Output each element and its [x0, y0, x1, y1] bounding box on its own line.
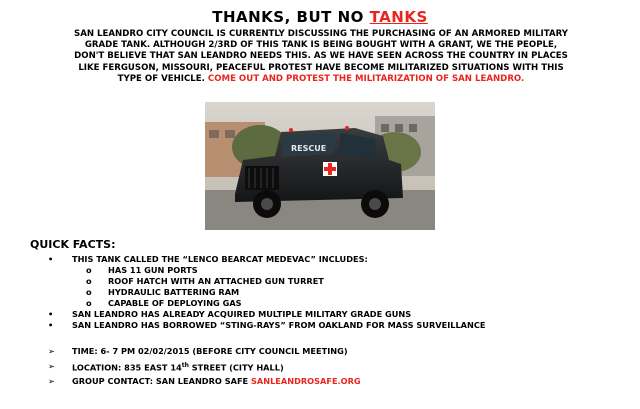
location-sup: th: [181, 362, 189, 369]
sub-bullet-glyph: o: [86, 276, 92, 286]
event-contact-text: [72, 376, 361, 386]
protest-call-to-action: COME OUT AND PROTEST THE MILITARIZATION OF SAN LEANDRO.: [207, 73, 525, 84]
location-post: STREET (CITY HALL): [188, 362, 284, 373]
event-time-text: TIME: 6- 7 PM 02/02/2015 (BEFORE CITY COUNCIL MEETING): [72, 346, 348, 356]
intro-line: GRADE TANK. ALTHOUGH 2/3RD OF THIS TANK IS BEING BOUGHT WITH A GRANT, WE THE PEOPLE,: [84, 40, 558, 51]
fact-text: ROOF HATCH WITH AN ATTACHED GUN TURRET: [108, 276, 324, 286]
intro-line: LIKE FERGUSON, MISSOURI, PEACEFUL PROTEST HAVE BECOME MILITARIZED SITUATIONS WITH THIS: [78, 62, 564, 73]
intro-line: [50, 74, 592, 85]
intro-paragraph: [50, 29, 592, 85]
fact-text: SAN LEANDRO HAS BORROWED “STING-RAYS” FROM OAKLAND FOR MASS SURVEILLANCE: [72, 320, 486, 330]
armored-vehicle-photo: [205, 102, 435, 230]
sub-bullet-glyph: o: [86, 287, 92, 297]
arrow-icon: ➢: [48, 376, 55, 386]
fact-text: CAPABLE OF DEPLOYING GAS: [108, 298, 242, 308]
intro-last-plain: TYPE OF VEHICLE.: [117, 73, 208, 84]
quick-facts-heading: QUICK FACTS:: [30, 238, 116, 251]
bullet-glyph: •: [48, 309, 54, 319]
sub-bullet-glyph: o: [86, 265, 92, 275]
armored-vehicle-image: [205, 102, 435, 230]
event-location-text: [72, 361, 284, 373]
bullet-glyph: •: [48, 254, 54, 264]
contact-pre: GROUP CONTACT: SAN LEANDRO SAFE: [72, 376, 251, 386]
bullet-glyph: •: [48, 320, 54, 330]
intro-line: SAN LEANDRO CITY COUNCIL IS CURRENTLY DISCUSSING THE PURCHASING OF AN ARMORED MILITARY: [74, 29, 568, 39]
arrow-icon: ➢: [48, 346, 55, 356]
intro-line: DON'T BELIEVE THAT SAN LEANDRO NEEDS THIS. AS WE HAVE SEEN ACROSS THE COUNTRY IN PLACES: [74, 51, 568, 62]
fact-text: HYDRAULIC BATTERING RAM: [108, 287, 240, 297]
fact-text: SAN LEANDRO HAS ALREADY ACQUIRED MULTIPLE MILITARY GRADE GUNS: [72, 309, 412, 319]
sub-bullet-glyph: o: [86, 298, 92, 308]
vehicle-rescue-label: RESCUE: [291, 144, 327, 153]
fact-text: HAS 11 GUN PORTS: [108, 265, 198, 275]
flyer-title: [0, 8, 640, 26]
title-highlight: TANKS: [369, 8, 428, 26]
title-lead: THANKS, BUT NO: [212, 8, 370, 26]
contact-website-link[interactable]: SANLEANDROSAFE.ORG: [250, 376, 361, 386]
location-pre: LOCATION: 835 EAST 14: [72, 362, 182, 373]
arrow-icon: ➢: [48, 361, 55, 371]
fact-text: THIS TANK CALLED THE “LENCO BEARCAT MEDEVAC” INCLUDES:: [72, 254, 368, 264]
